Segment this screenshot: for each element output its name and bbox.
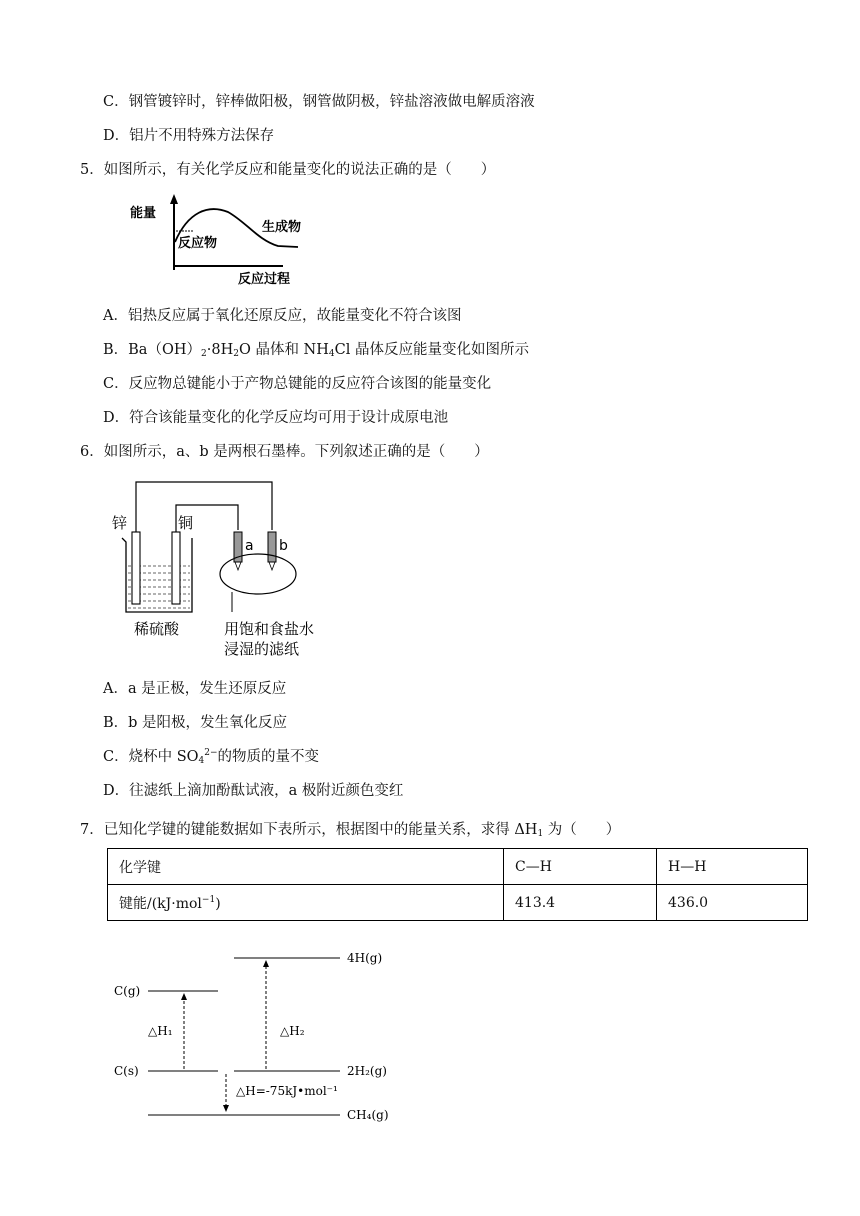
paper-label-line1: 用饱和食盐水 [224,620,315,638]
y-axis-arrow [170,194,178,204]
q5-option-b: B．$Ba(OH)_2\cdot 8H_2O$ 晶体和 $NH_4Cl$ 晶体反应能量变化如图所示 [103,342,529,359]
electrolysis-apparatus-figure [108,474,348,664]
copper-electrode [172,532,180,604]
table-row [108,885,808,921]
label-dh2: △H₂ [280,1024,305,1038]
label-2h2: 2H₂(g) [347,1064,387,1078]
reactants-label: 反应物 [178,236,218,251]
q6-option-d: D．往滤纸上滴加酚酞试液，a 极附近颜色变红 [103,783,404,799]
copper-label: 铜 [178,514,194,532]
outer-wire [136,482,272,532]
q5-stem: 5．如图所示，有关化学反应和能量变化的说法正确的是（ ） [80,162,496,178]
acid-label: 稀硫酸 [134,620,180,638]
x-axis-label: 反应过程 [238,272,291,287]
zinc-label: 锌 [112,514,128,532]
q4-option-c: C．钢管镀锌时，锌棒做阳极，钢管做阴极，锌盐溶液做电解质溶液 [103,94,535,110]
zinc-electrode [132,532,140,604]
table-header-ch: C—H [504,849,657,885]
label-4h: 4H(g) [347,951,383,965]
table-header-hh: H—H [657,849,808,885]
products-label: 生成物 [262,220,302,235]
label-dh: △H=-75kJ•mol⁻¹ [236,1084,338,1098]
q6-stem: 6．如图所示，a、b 是两根石墨棒。下列叙述正确的是（ ） [80,444,489,460]
rod-a-label: a [245,538,254,554]
rod-b-label: b [279,538,288,554]
table-row-label: 键能/(kJ·mol$^{-1}$) [108,885,504,921]
q7-stem: 7．已知化学键的键能数据如下表所示，根据图中的能量关系，求得 $\Delta H_1$ 为（ ） [80,822,621,839]
energy-diagram-figure [128,190,328,290]
q5-option-a: A．铝热反应属于氧化还原反应，故能量变化不符合该图 [103,308,462,324]
paper-label-line2: 浸湿的滤纸 [224,640,300,658]
table-row [108,849,808,885]
table-header-bond: 化学键 [108,849,504,885]
y-axis-label: 能量 [130,206,157,221]
q6-option-b: B．b 是阳极，发生氧化反应 [103,715,288,731]
q5-option-d: D．符合该能量变化的化学反应均可用于设计成原电池 [103,410,449,426]
filter-paper [220,554,296,594]
label-cg: C(g) [114,984,141,998]
label-dh1: △H₁ [148,1024,173,1038]
q6-option-a: A．a 是正极，发生还原反应 [103,681,287,697]
q4-option-d: D．铝片不用特殊方法保存 [103,128,275,144]
graphite-rod-b [268,532,276,562]
q6-option-c: C．烧杯中 $SO_4^{2-}$的物质的量不变 [103,748,320,766]
table-cell-hh-value: 436.0 [657,885,808,921]
label-ch4: CH₄(g) [347,1108,389,1122]
energy-level-diagram [108,945,408,1130]
bond-energy-table [107,848,808,921]
table-cell-ch-value: 413.4 [504,885,657,921]
q5-option-c: C．反应物总键能小于产物总键能的反应符合该图的能量变化 [103,376,492,392]
label-cs: C(s) [114,1064,139,1078]
